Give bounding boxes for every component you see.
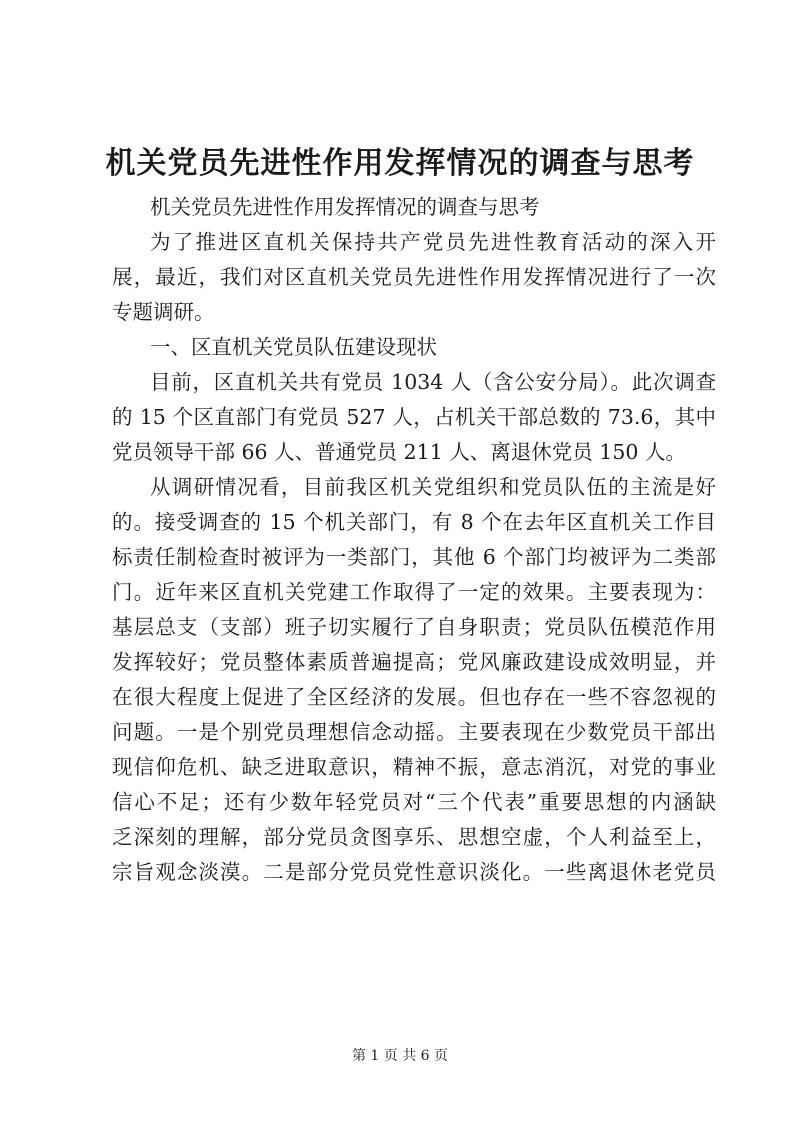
text-line: 的。接受调查的 15 个机关部门，有 8 个在去年区直机关工作目 bbox=[112, 510, 716, 534]
text-line: 展，最近，我们对区直机关党员先进性作用发挥情况进行了一次 bbox=[112, 265, 716, 289]
page-number-footer: 第 1 页 共 6 页 bbox=[351, 1048, 449, 1064]
text-line: 信心不足；还有少数年轻党员对“三个代表”重要思想的内涵缺 bbox=[112, 790, 716, 814]
text-line: 门。近年来区直机关党建工作取得了一定的效果。主要表现为： bbox=[112, 580, 716, 604]
text-line: 的 15 个区直部门有党员 527 人，占机关干部总数的 73.6，其中 bbox=[112, 405, 716, 429]
text-line: 现信仰危机、缺乏进取意识，精神不振，意志消沉，对党的事业 bbox=[112, 755, 716, 779]
text-line: 机关党员先进性作用发挥情况的调查与思考 bbox=[150, 195, 540, 219]
text-line: 一、区直机关党员队伍建设现状 bbox=[150, 335, 437, 359]
text-line: 目前，区直机关共有党员 1034 人（含公安分局）。此次调查 bbox=[150, 370, 716, 394]
text-line: 基层总支（支部）班子切实履行了自身职责；党员队伍模范作用 bbox=[112, 615, 716, 639]
text-line: 乏深刻的理解，部分党员贪图享乐、思想空虚，个人利益至上， bbox=[112, 825, 716, 849]
text-line: 问题。一是个别党员理想信念动摇。主要表现在少数党员干部出 bbox=[112, 720, 716, 744]
text-line: 专题调研。 bbox=[112, 300, 215, 324]
text-line: 从调研情况看，目前我区机关党组织和党员队伍的主流是好 bbox=[150, 475, 716, 499]
document-title: 机关党员先进性作用发挥情况的调查与思考 bbox=[105, 146, 695, 181]
text-line: 发挥较好；党员整体素质普遍提高；党风廉政建设成效明显，并 bbox=[112, 650, 716, 674]
text-line: 党员领导干部 66 人、普通党员 211 人、离退休党员 150 人。 bbox=[112, 440, 686, 464]
document-body bbox=[112, 190, 716, 890]
text-line: 宗旨观念淡漠。二是部分党员党性意识淡化。一些离退休老党员 bbox=[112, 860, 716, 884]
text-line: 为了推进区直机关保持共产党员先进性教育活动的深入开 bbox=[150, 230, 716, 254]
text-line: 在很大程度上促进了全区经济的发展。但也存在一些不容忽视的 bbox=[112, 685, 716, 709]
text-line: 标责任制检查时被评为一类部门，其他 6 个部门均被评为二类部 bbox=[112, 545, 716, 569]
